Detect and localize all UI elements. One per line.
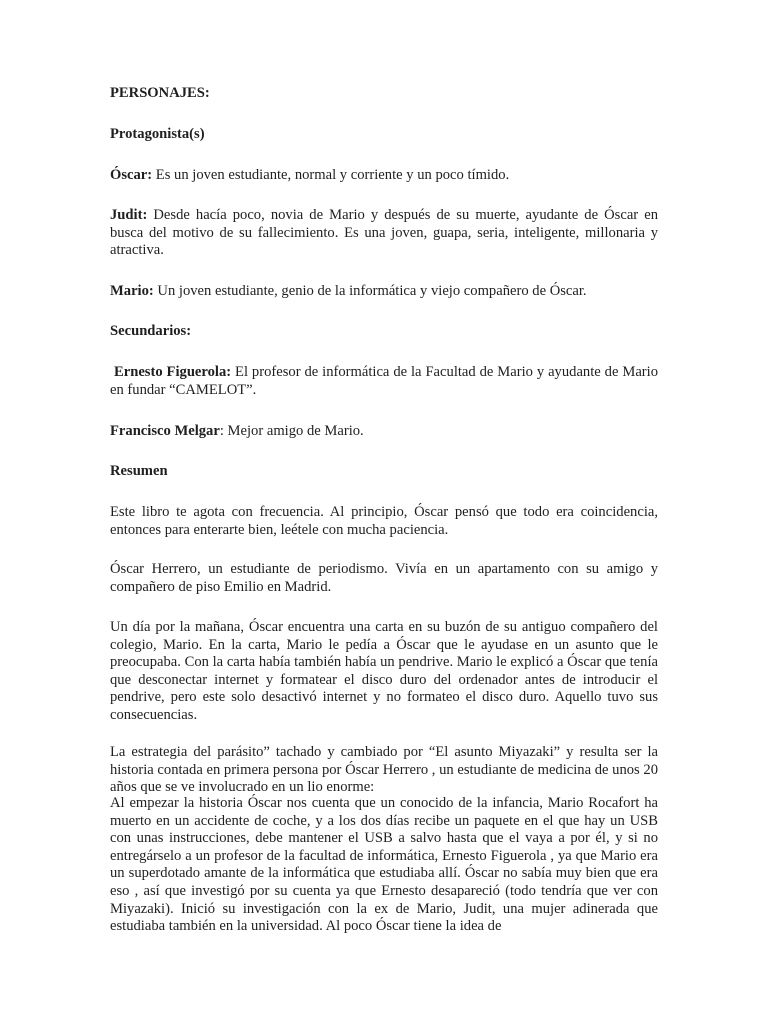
character-description: Un joven estudiante, genio de la informática y viejo compañero de Óscar. [153,283,587,299]
character-mario [110,283,658,301]
summary-paragraph-2: Óscar Herrero, un estudiante de periodismo. Vivía en un apartamento con su amigo y compañero de piso Emilio en Madrid. [110,561,658,595]
character-name: Judit: [110,207,148,223]
character-name: Mario: [110,283,154,299]
character-description: El profesor de informática de la Facultad de Mario y ayudante de Mario en fundar “CAMELOT”. [110,364,659,398]
summary-heading: Resumen [110,463,168,479]
character-judit [110,207,658,260]
character-name: Francisco Melgar [110,423,220,439]
character-oscar [110,167,658,185]
character-name: Ernesto Figuerola: [114,364,232,380]
secondary-heading: Secundarios: [110,323,192,339]
character-ernesto [110,364,658,399]
summary-paragraph-5: Al empezar la historia Óscar nos cuenta que un conocido de la infancia, Mario Rocafort ha muerto en un accidente de coche, y a los dos días recibe un paquete en el que hay un USB con unas instrucciones, debe mantener el USB a salvo hasta que el vaya a por él, y si no entregárselo a un profesor de la facultad de informática, Ernesto Figuerola , ya que Mario era un superdotado amante de la informática que estudiaba allí. Óscar no sabía muy bien que era eso , así que investigó por su cuenta ya que Ernesto desapareció (todo tendría que ver con Miyazaki). Inició su investigación con la ex de Mario, Judit, una mujer adinerada que estudiaba también en la universidad. Al poco Óscar tiene la idea de [110,795,658,935]
character-francisco [110,423,658,441]
character-name: Óscar: [110,167,153,183]
characters-heading: PERSONAJES: [110,85,210,101]
summary-paragraph-1: Este libro te agota con frecuencia. Al principio, Óscar pensó que todo era coincidencia, entonces para enterarte bien, leétele con mucha paciencia. [110,504,658,538]
summary-paragraph-4: La estrategia del parásito” tachado y cambiado por “El asunto Miyazaki” y resulta ser la historia contada en primera persona por Óscar Herrero , un estudiante de medicina de unos 20 años que se ve involucrado en un lio enorme: [110,744,658,796]
character-description: Desde hacía poco, novia de Mario y después de su muerte, ayudante de Óscar en busca del motivo de su fallecimiento. Es una joven, guapa, seria, inteligente, millonaria y atractiva. [110,207,658,259]
character-description: : Mejor amigo de Mario. [219,423,364,439]
summary-paragraph-3: Un día por la mañana, Óscar encuentra una carta en su buzón de su antiguo compañero del colegio, Mario. En la carta, Mario le pedía a Óscar que le ayudase en un asunto que le preocupaba. Con la carta había también había un pendrive. Mario le explicó a Óscar que tenía que desconectar internet y formatear el disco duro del ordenador antes de introducir el pendrive, pero este solo desactivó internet y no formateo el disco duro. Aquello tuvo sus consecuencias. [110,619,658,723]
protagonists-heading: Protagonista(s) [110,126,205,142]
character-description: Es un joven estudiante, normal y corriente y un poco tímido. [152,167,510,183]
